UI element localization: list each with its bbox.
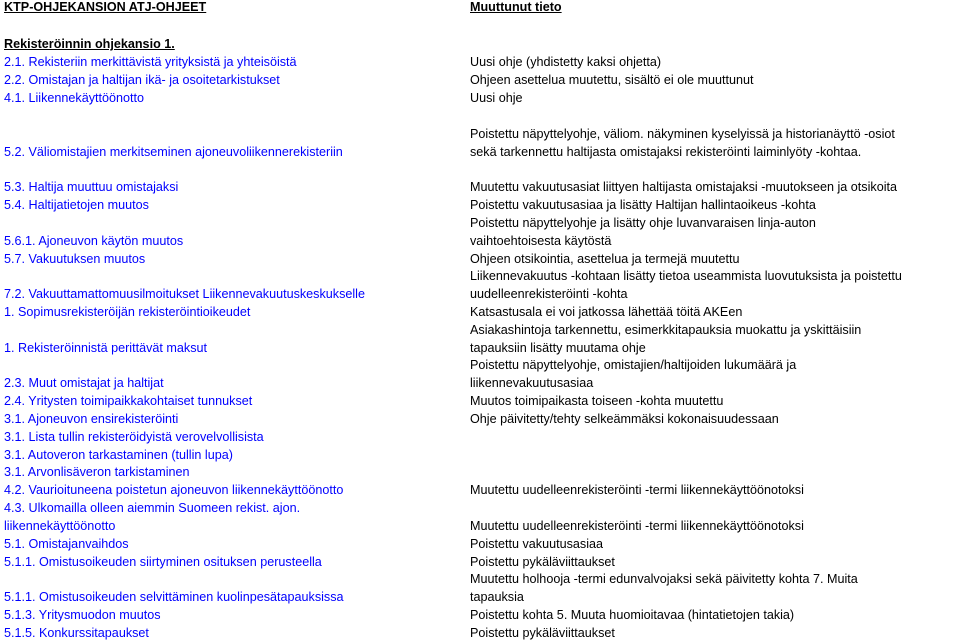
change-note: Poistettu näpyttelyohje ja lisätty ohje luvanvaraisen linja-auton <box>470 216 816 230</box>
change-note: Poistettu näpyttelyohje, väliom. näkyminen kyselyissä ja historianäyttö -osiot <box>470 127 895 141</box>
change-note: Katsastusala ei voi jatkossa lähettää töitä AKEen <box>470 305 743 319</box>
change-note: uudelleenrekisteröinti -kohta <box>470 287 628 301</box>
change-note: Muutettu holhooja -termi edunvalvojaksi sekä päivitetty kohta 7. Muita <box>470 572 858 586</box>
change-note: Liikennevakuutus -kohtaan lisätty tietoa useammista luovutuksista ja poistettu <box>470 269 902 283</box>
change-note: Poistettu näpyttelyohje, omistajien/haltijoiden lukumäärä ja <box>470 358 797 372</box>
change-note: Muutettu uudelleenrekisteröinti -termi liikennekäyttöönotoksi <box>470 483 804 497</box>
guide-link[interactable]: 4.2. Vaurioituneena poistetun ajoneuvon liikennekäyttöönotto <box>4 483 344 497</box>
change-note: Muutettu vakuutusasiat liittyen haltijasta omistajaksi -muutokseen ja otsikoita <box>470 180 897 194</box>
guide-link[interactable]: 5.6.1. Ajoneuvon käytön muutos <box>4 234 184 248</box>
guide-link[interactable]: 5.4. Haltijatietojen muutos <box>4 198 149 212</box>
guide-link[interactable]: 3.1. Arvonlisäveron tarkistaminen <box>4 465 190 479</box>
guide-link[interactable]: 2.1. Rekisteriin merkittävistä yrityksistä ja yhteisöistä <box>4 55 297 69</box>
guide-link[interactable]: 5.3. Haltija muuttuu omistajaksi <box>4 180 179 194</box>
guide-link[interactable]: liikennekäyttöönotto <box>4 519 116 533</box>
guide-link[interactable]: 3.1. Autoveron tarkastaminen (tullin lupa) <box>4 448 233 462</box>
change-note: Muutos toimipaikasta toiseen -kohta muutettu <box>470 394 724 408</box>
change-note: Muutettu uudelleenrekisteröinti -termi liikennekäyttöönotoksi <box>470 519 804 533</box>
change-note: tapauksia <box>470 590 524 604</box>
section-title: Rekisteröinnin ohjekansio 1. <box>4 37 175 51</box>
change-note: tapauksiin lisätty muutama ohje <box>470 341 646 355</box>
guide-link[interactable]: 5.2. Väliomistajien merkitseminen ajoneuvoliikennerekisteriin <box>4 145 343 159</box>
change-note: liikennevakuutusasiaa <box>470 376 594 390</box>
guide-link[interactable]: 4.1. Liikennekäyttöönotto <box>4 91 145 105</box>
guide-link[interactable]: 7.2. Vakuuttamattomuusilmoitukset Liikennevakuutuskeskukselle <box>4 287 365 301</box>
change-note: Poistettu vakuutusasiaa ja lisätty Haltijan hallintaoikeus -kohta <box>470 198 816 212</box>
guide-link[interactable]: 2.2. Omistajan ja haltijan ikä- ja osoitetarkistukset <box>4 73 280 87</box>
change-note: Ohjeen otsikointia, asettelua ja termejä muutettu <box>470 252 740 266</box>
change-note: vaihtoehtoisesta käytöstä <box>470 234 612 248</box>
guide-link[interactable]: 3.1. Lista tullin rekisteröidyistä verovelvollisista <box>4 430 264 444</box>
guide-link[interactable]: 2.3. Muut omistajat ja haltijat <box>4 376 164 390</box>
guide-link[interactable]: 3.1. Ajoneuvon ensirekisteröinti <box>4 412 179 426</box>
change-note: Ohjeen asettelua muutettu, sisältö ei ole muuttunut <box>470 73 754 87</box>
change-note: Poistettu pykäläviittaukset <box>470 626 615 640</box>
guide-link[interactable]: 5.1.1. Omistusoikeuden selvittäminen kuolinpesätapauksissa <box>4 590 344 604</box>
change-note: Poistettu pykäläviittaukset <box>470 555 615 569</box>
guide-link[interactable]: 4.3. Ulkomailla olleen aiemmin Suomeen rekist. ajon. <box>4 501 301 515</box>
guide-link[interactable]: 5.1.3. Yritysmuodon muutos <box>4 608 161 622</box>
change-note: Poistettu kohta 5. Muuta huomioitavaa (hintatietojen takia) <box>470 608 795 622</box>
changed-info-heading: Muuttunut tieto <box>470 0 562 14</box>
change-note: Ohje päivitetty/tehty selkeämmäksi kokonaisuudessaan <box>470 412 779 426</box>
guide-link[interactable]: 1. Rekisteröinnistä perittävät maksut <box>4 341 207 355</box>
change-note: sekä tarkennettu haltijasta omistajaksi rekisteröinti laiminlyöty -kohtaa. <box>470 145 862 159</box>
guide-link[interactable]: 2.4. Yritysten toimipaikkakohtaiset tunnukset <box>4 394 253 408</box>
change-note: Poistettu vakuutusasiaa <box>470 537 604 551</box>
change-note: Uusi ohje <box>470 91 523 105</box>
guide-link[interactable]: 5.1.1. Omistusoikeuden siirtyminen osituksen perusteella <box>4 555 322 569</box>
change-note: Asiakashintoja tarkennettu, esimerkkitapauksia muokattu ja yskittäisiin <box>470 323 862 337</box>
guide-link[interactable]: 5.1. Omistajanvaihdos <box>4 537 129 551</box>
guide-link[interactable]: 1. Sopimusrekisteröijän rekisteröintioikeudet <box>4 305 251 319</box>
guide-link[interactable]: 5.7. Vakuutuksen muutos <box>4 252 146 266</box>
document-title: KTP-OHJEKANSION ATJ-OHJEET <box>4 0 207 14</box>
guide-link[interactable]: 5.1.5. Konkurssitapaukset <box>4 626 149 640</box>
change-note: Uusi ohje (yhdistetty kaksi ohjetta) <box>470 55 662 69</box>
